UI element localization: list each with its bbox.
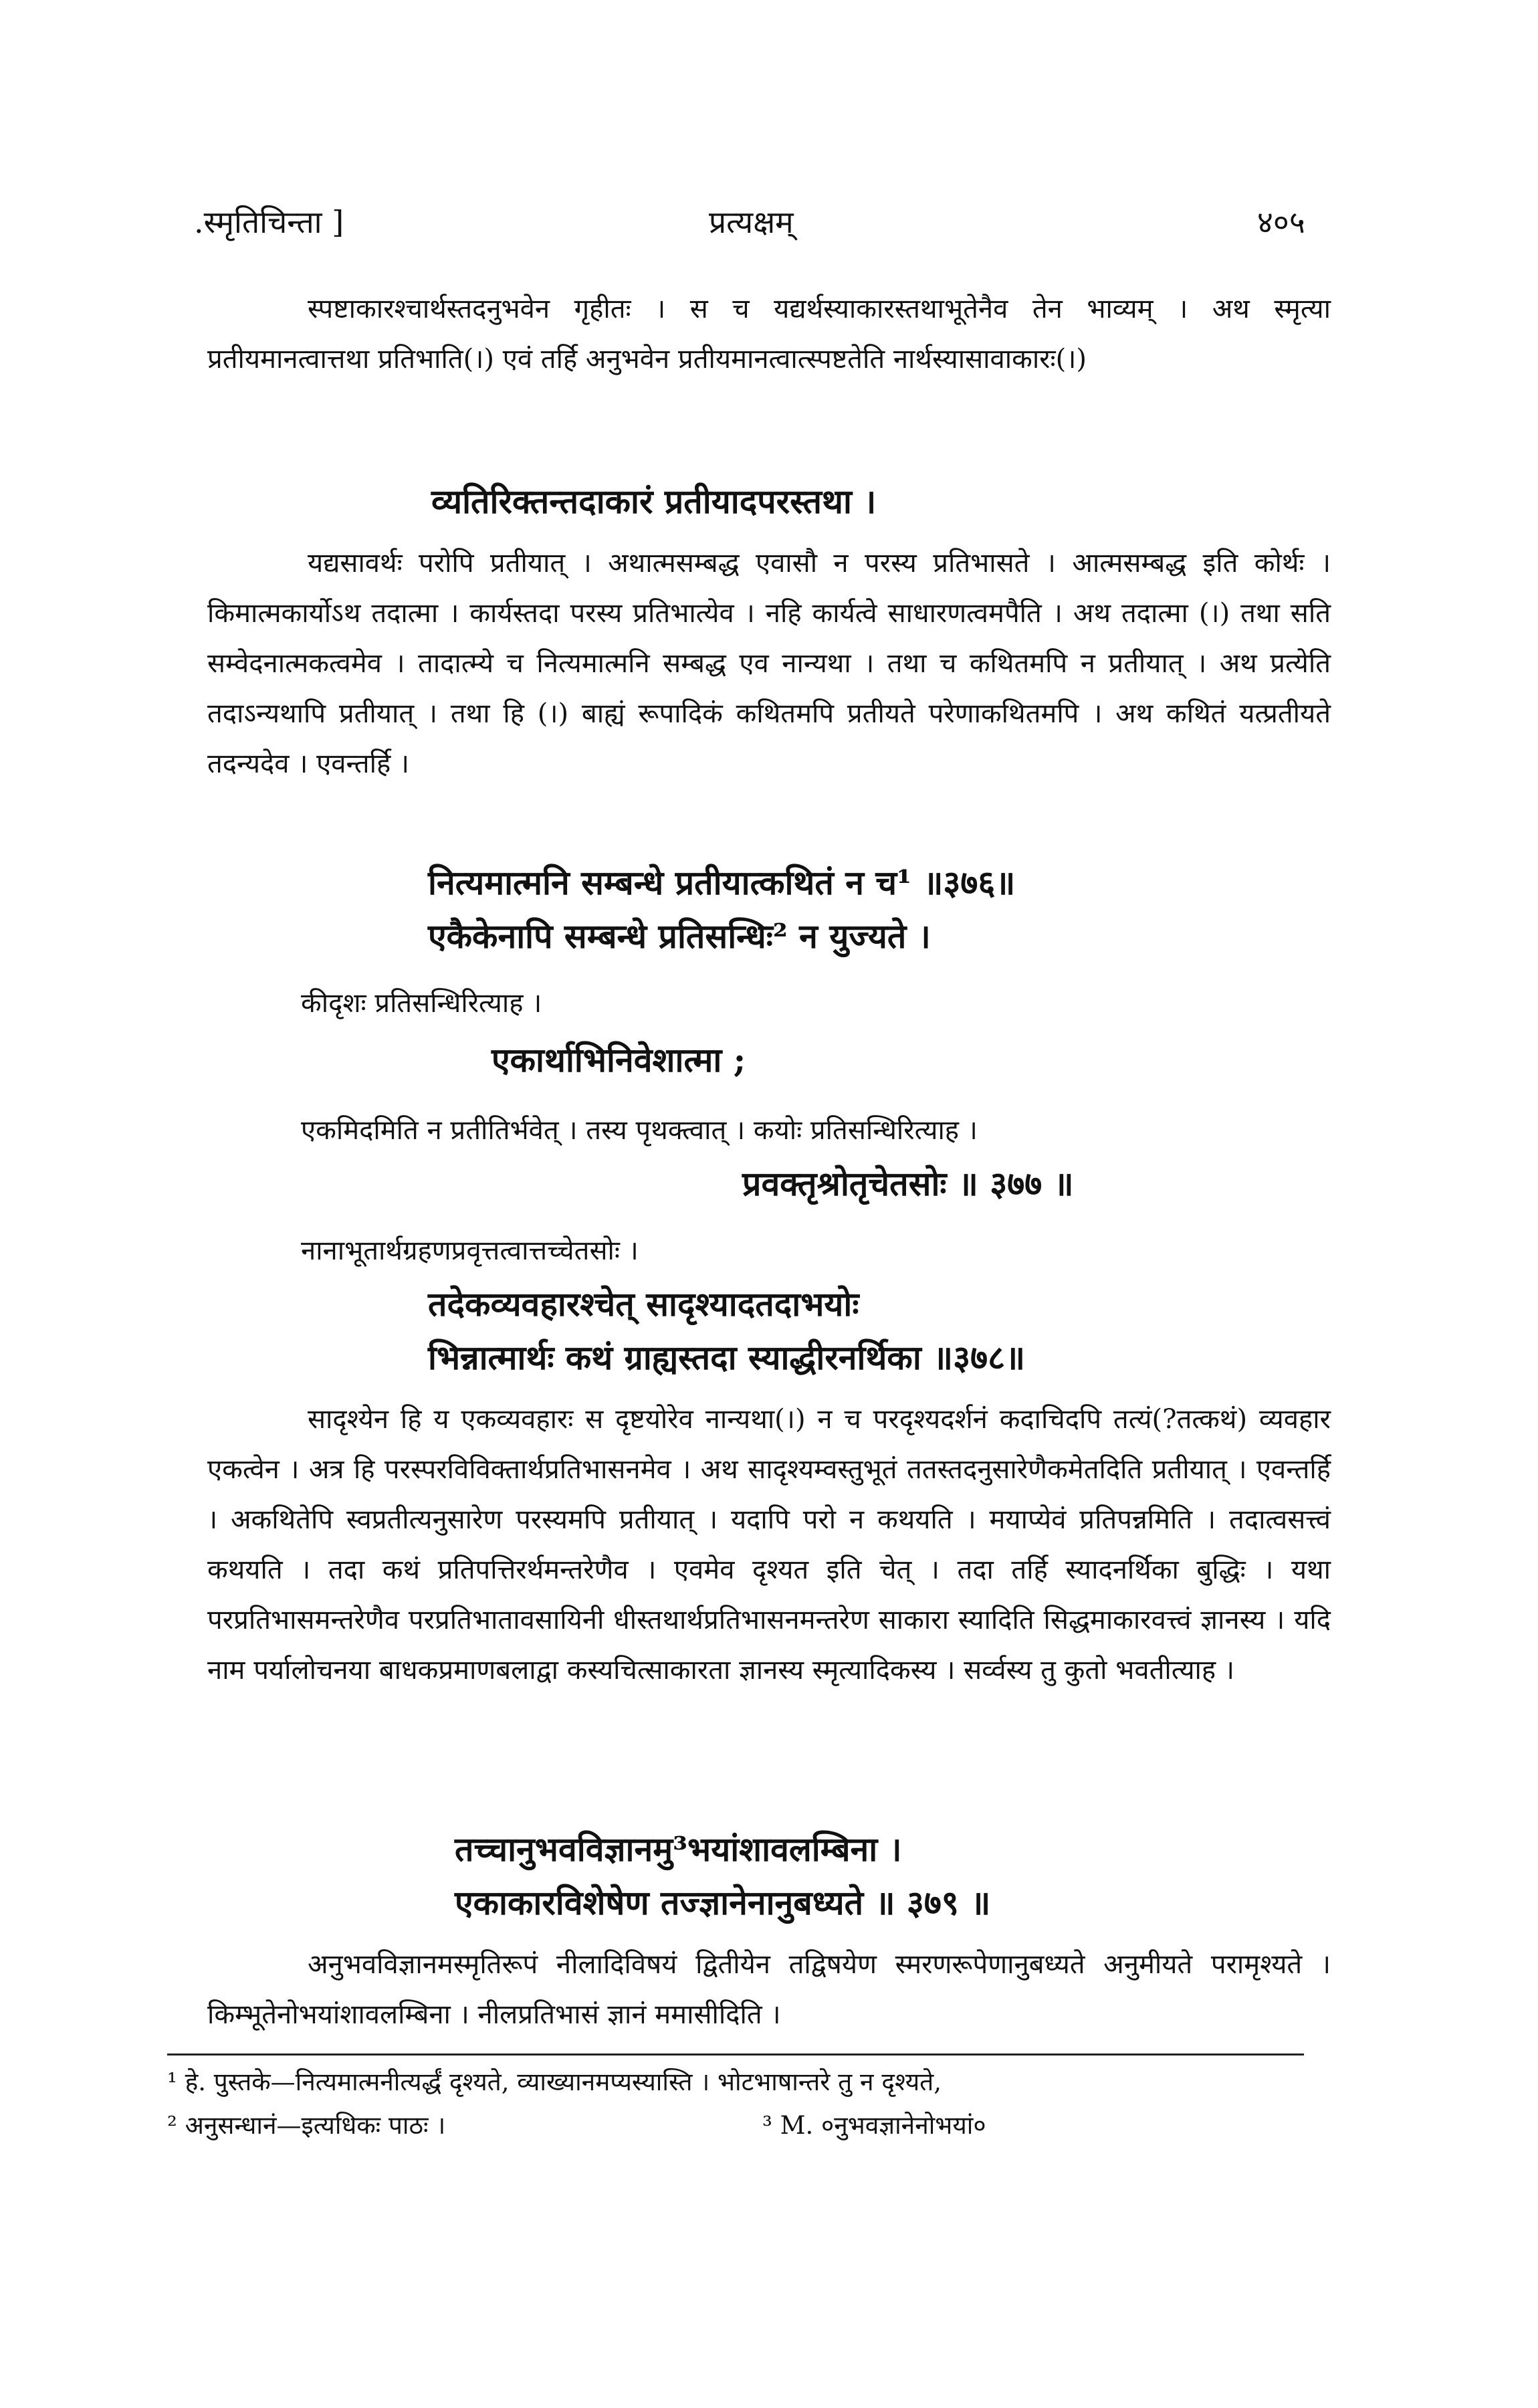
commentary-text: स्पष्टाकारश्चार्थस्तदनुभवेन गृहीतः । स च यद्यर्थस्याकारस्तथाभूतेनैव तेन भाव्यम् । अथ स्मृत्या प्रतीयमानत्वात्तथा प्रतिभाति(।) एवं तर्हि अनुभवेन प्रतीयमानत्वात्स्पष्टतेति नार्थस्यासावाकारः(।) xyxy=(207,294,1331,375)
footnote-3: ³ M. ०नुभवज्ञानेनोभयां० xyxy=(762,2111,986,2140)
verse-line: व्यतिरिक्तन्तदाकारं प्रतीयादपरस्तथा । xyxy=(431,482,877,521)
commentary-paragraph-6 xyxy=(207,1395,1331,1696)
commentary-paragraph-1 xyxy=(207,284,1331,385)
running-header-center: प्रत्यक्षम् xyxy=(709,204,794,240)
footnote-2: ² अनुसन्धानं—इत्यधिकः पाठः । xyxy=(167,2111,446,2140)
footnote-divider xyxy=(167,2053,1304,2055)
verse-line: तच्चानुभवविज्ञानमु³भयांशावलम्बिना । xyxy=(455,1829,902,1869)
verse-line: नित्यमात्मनि सम्बन्धे प्रतीयात्कथितं न च¹ ॥३७६॥ xyxy=(428,863,1016,902)
verse-line: एकाकारविशेषेण तज्ज्ञानेनानुबध्यते ॥ ३७९ ॥ xyxy=(455,1883,991,1922)
footnote-1: ¹ हे. पुस्तके—नित्यमात्मनीत्यर्द्धं दृश्यते, व्याख्यानमप्यस्यास्ति । भोटभाषान्तरे तु न दृश्यते, xyxy=(167,2068,942,2096)
verse-line: भिन्नात्मार्थः कथं ग्राह्यस्तदा स्याद्धीरनर्थिका ॥३७८॥ xyxy=(428,1338,1026,1377)
commentary-text: अनुभवविज्ञानमस्मृतिरूपं नीलादिविषयं द्वितीयेन तद्विषयेण स्मरणरूपेणानुबध्यते अनुमीयते परामृश्यते । किम्भूतेनोभयांशावलम्बिना । नीलप्रतिभासं ज्ञानं ममासीदिति । xyxy=(207,1949,1331,2030)
verse-line: एकार्थाभिनिवेशात्मा ; xyxy=(491,1040,746,1080)
commentary-paragraph-7 xyxy=(207,1940,1331,2040)
commentary-line: नानाभूतार्थग्रहणप्रवृत्तत्वात्तच्चेतसोः । xyxy=(301,1235,639,1266)
page-number: ४०५ xyxy=(1257,204,1305,240)
verse-line: एकैकेनापि सम्बन्धे प्रतिसन्धिः² न युज्यते । xyxy=(428,916,931,956)
running-header-left: .स्मृतिचिन्ता ] xyxy=(194,204,344,240)
verse-line: तदेकव्यवहारश्चेत् सादृश्यादतदाभयोः xyxy=(428,1284,859,1324)
commentary-paragraph-2 xyxy=(207,538,1331,789)
verse-line: प्रवक्तृश्रोतृचेतसोः ॥ ३७७ ॥ xyxy=(742,1164,1074,1203)
commentary-text: सादृश्येन हि य एकव्यवहारः स दृष्टयोरेव नान्यथा(।) न च परदृश्यदर्शनं कदाचिदपि तत्यं(?तत्कथं) व्यवहार एकत्वेन । अत्र हि परस्परविविक्तार्थप्रतिभासनमेव । अथ सादृश्यम्वस्तुभूतं ततस्तदनुसारेणैकमेतदिति प्रतीयात् । एवन्तर्हि । अकथितेपि स्वप्रतीत्यनुसारेण परस्यमपि प्रतीयात् । यदापि परो न कथयति । मयाप्येवं प्रतिपन्नमिति । तदात्वसत्त्वं कथयति । तदा कथं प्रतिपत्तिरर्थमन्तरेणैव । एवमेव दृश्यत इति चेत् । तदा तर्हि स्यादनर्थिका बुद्धिः । यथा परप्रतिभासमन्तरेणैव परप्रतिभातावसायिनी धीस्तथार्थप्रतिभासनमन्तरेण साकारा स्यादिति सिद्धमाकारवत्त्वं ज्ञानस्य । यदि नाम पर्यालोचनया बाधकप्रमाणबलाद्वा कस्यचित्साकारता ज्ञानस्य स्मृत्यादिकस्य । सर्व्वस्य तु कुतो भवतीत्याह । xyxy=(207,1404,1331,1686)
commentary-line: कीदृशः प्रतिसन्धिरित्याह । xyxy=(301,988,542,1019)
commentary-line: एकमिदमिति न प्रतीतिर्भवेत् । तस्य पृथक्त्वात् । कयोः प्रतिसन्धिरित्याह । xyxy=(301,1115,978,1146)
commentary-text: यद्यसावर्थः परोपि प्रतीयात् । अथात्मसम्बद्ध एवासौ न परस्य प्रतिभासते । आत्मसम्बद्ध इति कोर्थः । किमात्मकार्योऽथ तदात्मा । कार्यस्तदा परस्य प्रतिभात्येव । नहि कार्यत्वे साधारणत्वमपैति । अथ तदात्मा (।) तथा सति सम्वेदनात्मकत्वमेव । तादात्म्ये च नित्यमात्मनि सम्बद्ध एव नान्यथा । तथा च कथितमपि न प्रतीयात् । अथ प्रत्येति तदाऽन्यथापि प्रतीयात् । तथा हि (।) बाह्यं रूपादिकं कथितमपि प्रतीयते परेणाकथितमपि । अथ कथितं यत्प्रतीयते तदन्यदेव । एवन्तर्हि । xyxy=(207,548,1331,779)
